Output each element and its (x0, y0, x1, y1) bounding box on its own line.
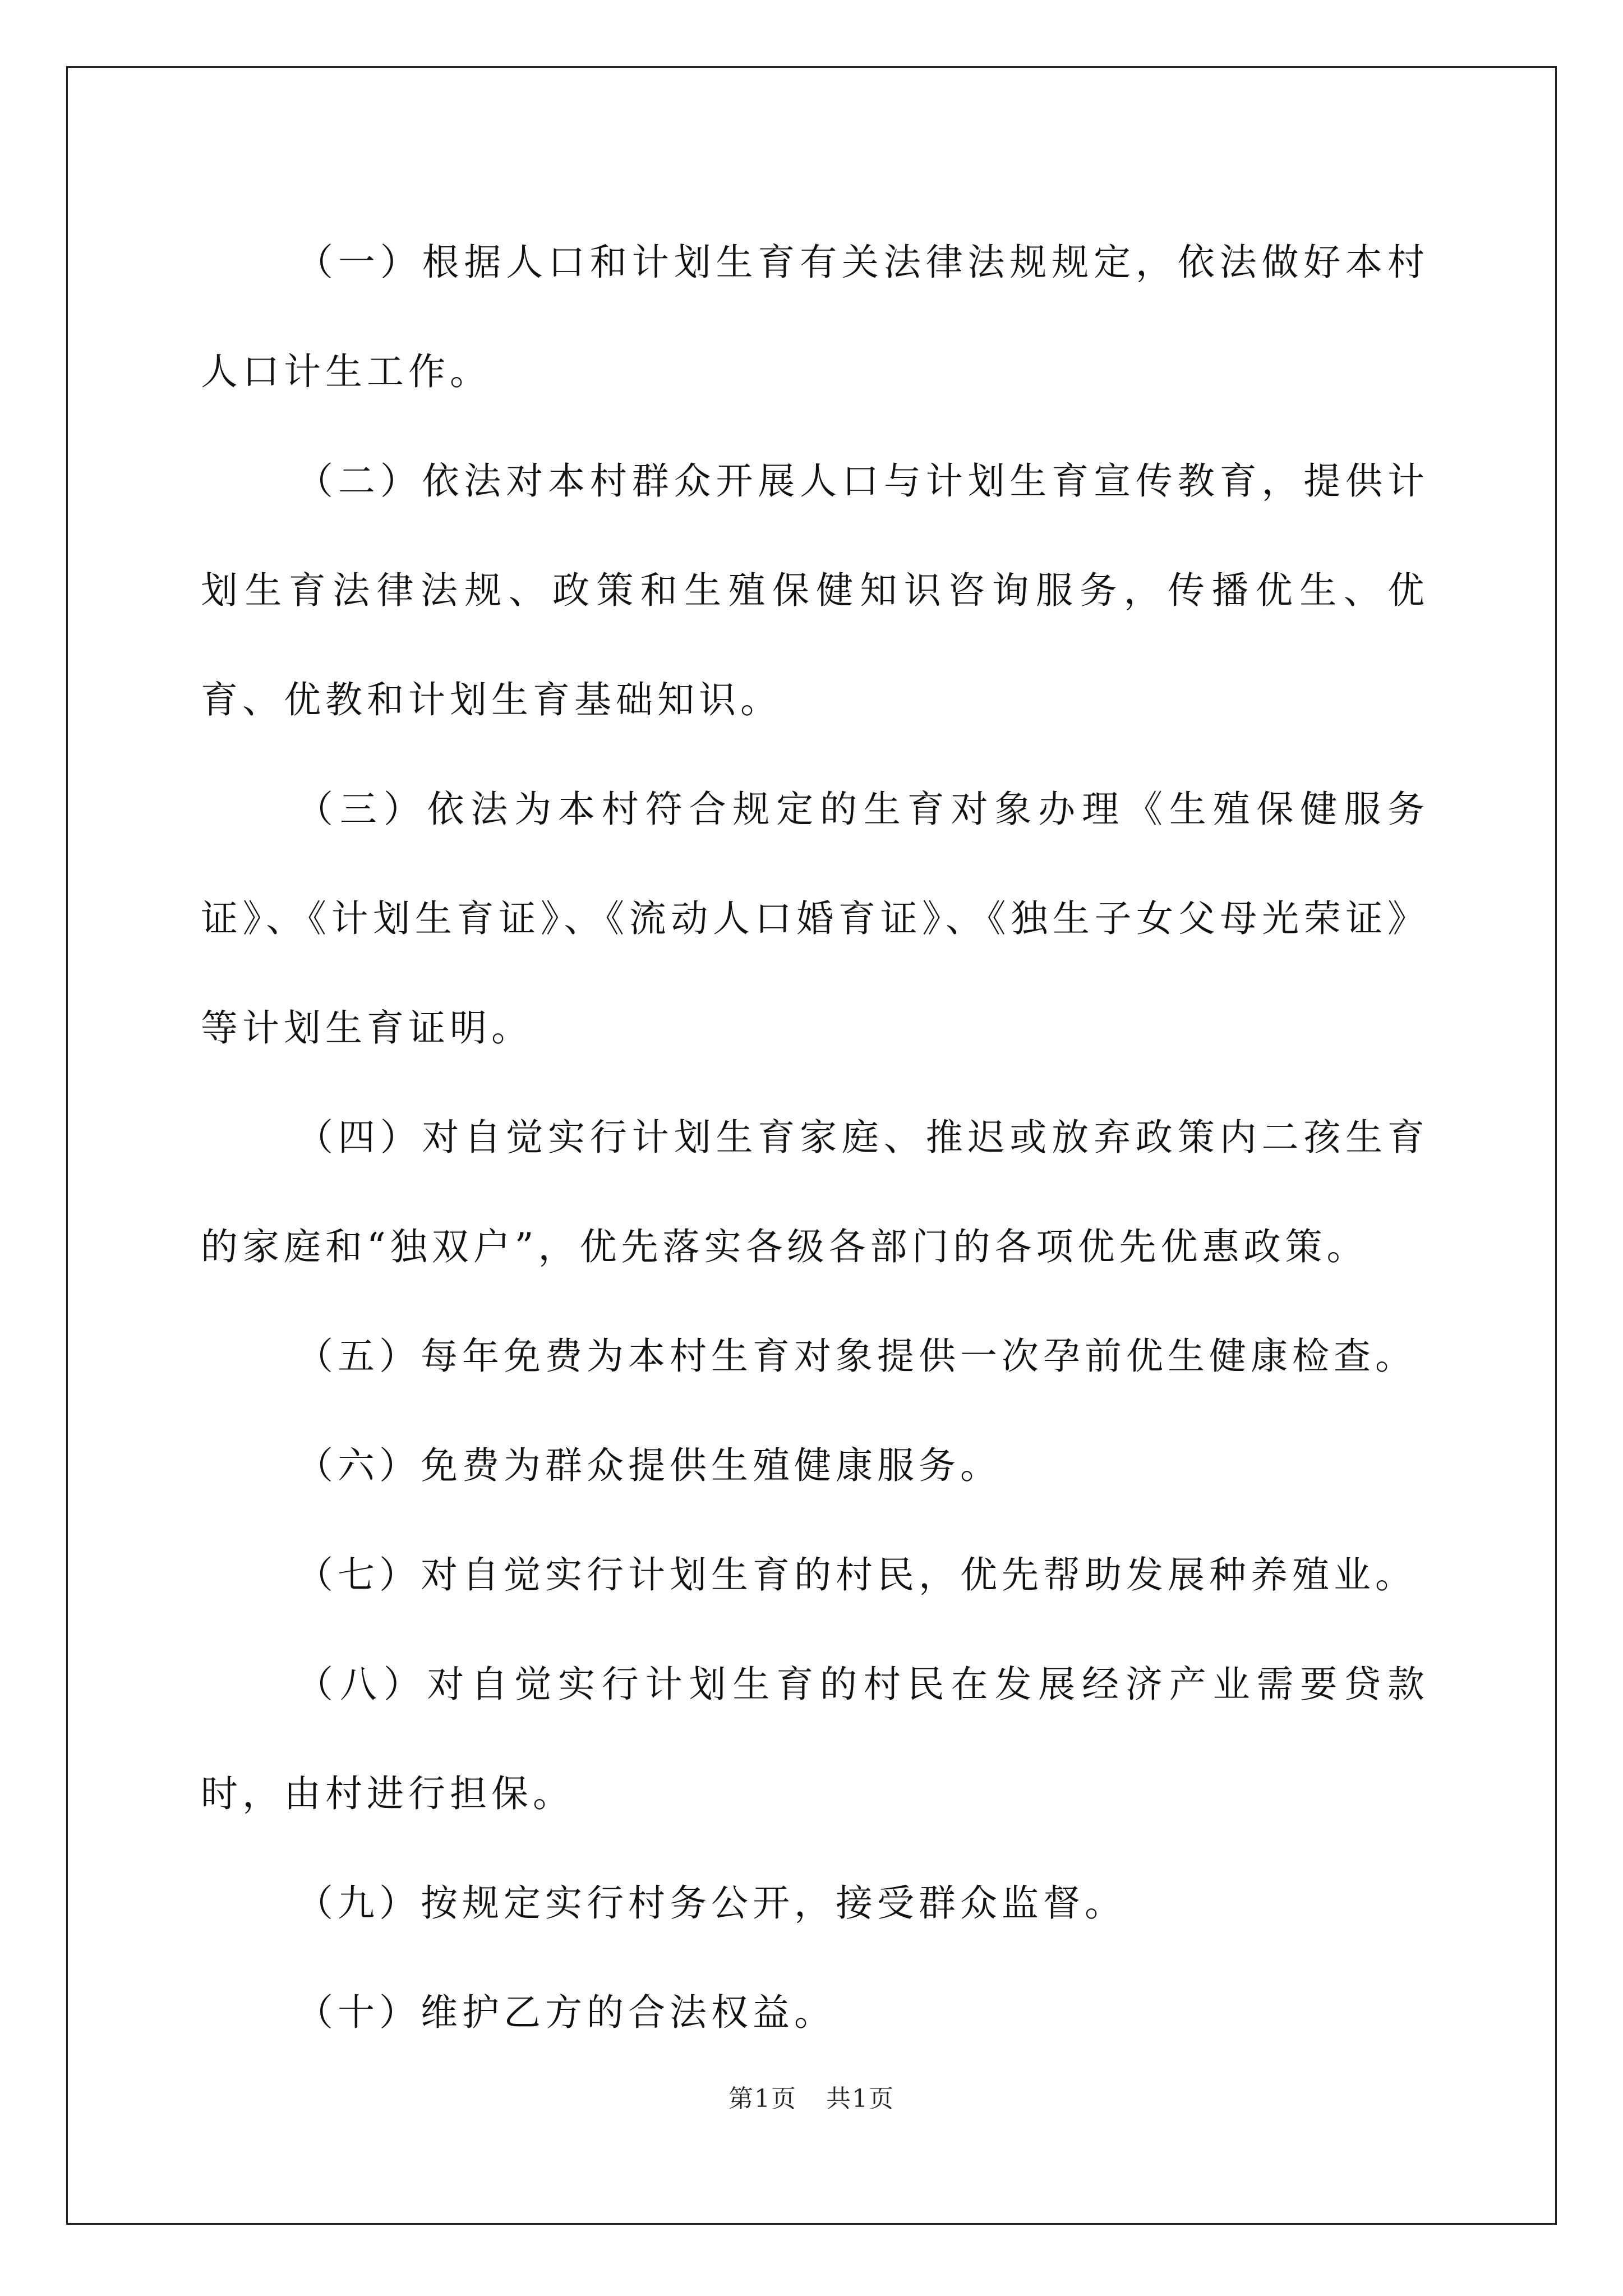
paragraph-9: （九）按规定实行村务公开，接受群众监督。 (296, 1881, 1126, 1925)
paragraph-1: （一）根据人口和计划生育有关法律法规规定，依法做好本村人口计生工作。 (201, 241, 1429, 393)
paragraph-2: （二）依法对本村群众开展人口与计划生育宣传教育，提供计划生育法律法规、政策和生殖保健知识咨询服务，传播优生、优育、优教和计划生育基础知识。 (201, 459, 1429, 721)
paragraph-8: （八）对自觉实行计划生育的村民在发展经济产业需要贷款时，由村进行担保。 (201, 1663, 1429, 1815)
paragraph-7: （七）对自觉实行计划生育的村民，优先帮助发展种养殖业。 (296, 1553, 1417, 1596)
page-footer (0, 2078, 1623, 2114)
paragraph-10: （十）维护乙方的合法权益。 (296, 1991, 836, 2034)
document-body (201, 208, 1429, 2067)
paragraph-3: （三）依法为本村符合规定的生育对象办理《生殖保健服务证》、《计划生育证》、《流动人口婚育证》、《独生子女父母光荣证》等计划生育证明。 (201, 788, 1429, 1050)
page-number: 第1页 (728, 2085, 797, 2113)
page-total: 共1页 (826, 2085, 895, 2113)
paragraph-5: （五）每年免费为本村生育对象提供一次孕前优生健康检查。 (296, 1335, 1417, 1378)
paragraph-6: （六）免费为群众提供生殖健康服务。 (296, 1444, 1002, 1487)
paragraph-4: （四）对自觉实行计划生育家庭、推迟或放弃政策内二孩生育的家庭和“独双户”，优先落实各级各部门的各项优先优惠政策。 (201, 1116, 1429, 1268)
